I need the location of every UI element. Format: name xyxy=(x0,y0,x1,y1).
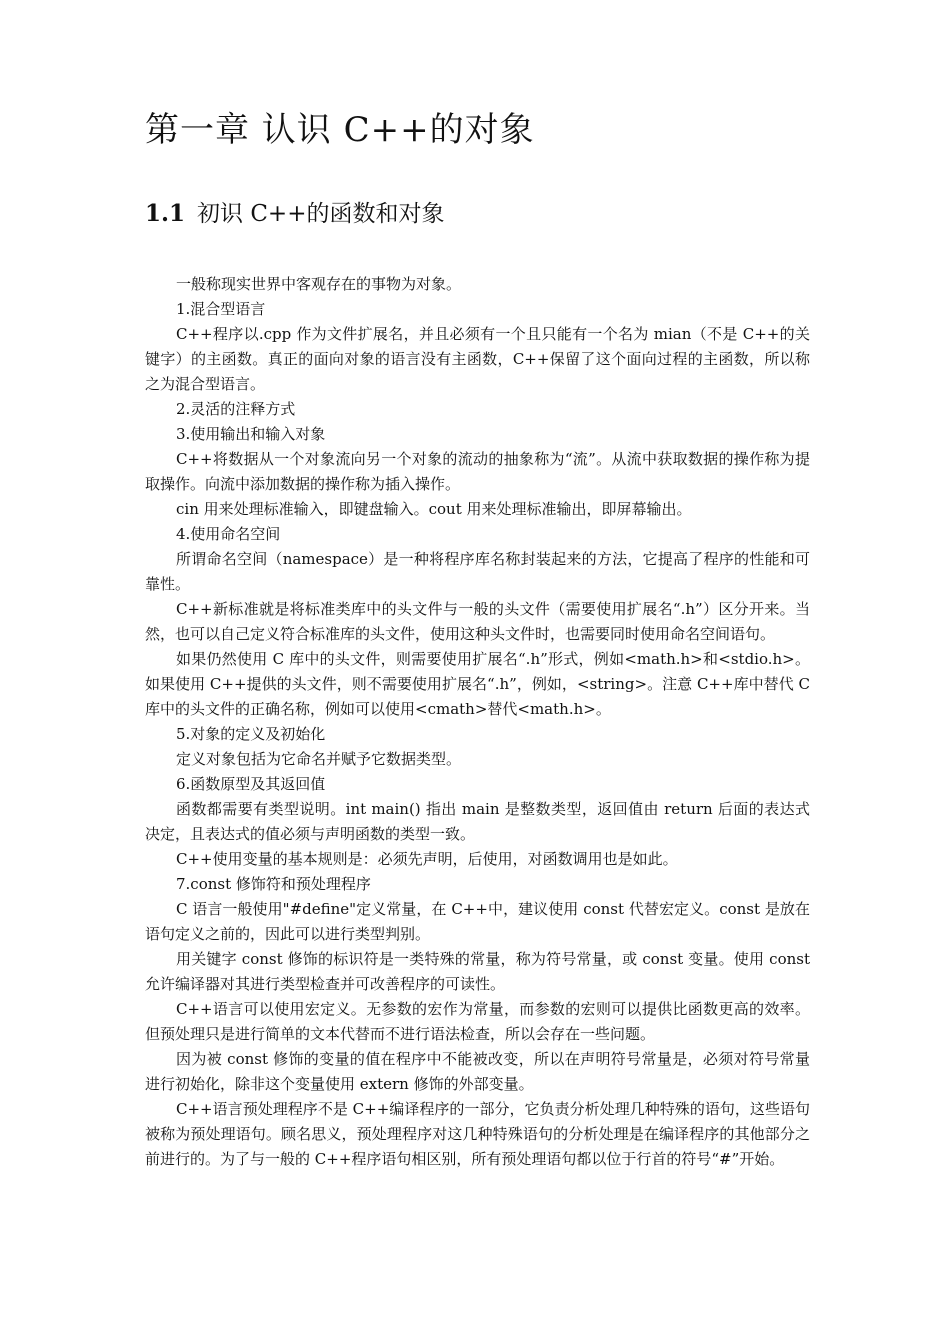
subsection-heading: 6.函数原型及其返回值 xyxy=(176,775,326,793)
page-content xyxy=(145,108,810,1172)
body-paragraph: C++使用变量的基本规则是：必须先声明，后使用，对函数调用也是如此。 xyxy=(176,850,678,868)
body-paragraph: 所谓命名空间（namespace）是一种将程序库名称封装起来的方法，它提高了程序的性能和可靠性。 xyxy=(145,550,810,593)
subsection-heading: 4.使用命名空间 xyxy=(176,525,281,543)
section-heading xyxy=(145,198,810,230)
body-paragraph: C++语言可以使用宏定义。无参数的宏作为常量，而参数的宏则可以提供比函数更高的效率。但预处理只是进行简单的文本代替而不进行语法检查，所以会存在一些问题。 xyxy=(145,1000,810,1043)
body-paragraph: 一般称现实世界中客观存在的事物为对象。 xyxy=(176,275,462,293)
body-paragraph: 用关键字 const 修饰的标识符是一类特殊的常量，称为符号常量，或 const 变量。使用 const 允许编译器对其进行类型检查并可改善程序的可读性。 xyxy=(145,950,810,993)
body-paragraph: 定义对象包括为它命名并赋予它数据类型。 xyxy=(176,750,462,768)
body-paragraph: C++新标准就是将标准类库中的头文件与一般的头文件（需要使用扩展名“.h”）区分开来。当然，也可以自己定义符合标准库的头文件，使用这种头文件时，也需要同时使用命名空间语句。 xyxy=(145,600,810,643)
body-paragraph: 如果仍然使用 C 库中的头文件，则需要使用扩展名“.h”形式，例如<math.h>和<stdio.h>。如果使用 C++提供的头文件，则不需要使用扩展名“.h”，例如，<string>。注意 C++库中替代 C 库中的头文件的正确名称，例如可以使用<cmath>替代<math.h>。 xyxy=(145,650,810,718)
section-number: 1.1 xyxy=(145,200,186,227)
subsection-heading: 1.混合型语言 xyxy=(176,300,266,318)
chapter-title: 第一章 认识 C++的对象 xyxy=(145,110,535,150)
body-paragraph: C++程序以.cpp 作为文件扩展名，并且必须有一个且只能有一个名为 mian（不是 C++的关键字）的主函数。真正的面向对象的语言没有主函数，C++保留了这个面向过程的主函数，所以称之为混合型语言。 xyxy=(145,325,810,393)
subsection-heading: 5.对象的定义及初始化 xyxy=(176,725,326,743)
body-paragraph: 因为被 const 修饰的变量的值在程序中不能被改变，所以在声明符号常量是，必须对符号常量进行初始化，除非这个变量使用 extern 修饰的外部变量。 xyxy=(145,1050,810,1093)
body-paragraph: cin 用来处理标准输入，即键盘输入。cout 用来处理标准输出，即屏幕输出。 xyxy=(176,500,692,518)
body-paragraph: 函数都需要有类型说明。int main() 指出 main 是整数类型，返回值由 return 后面的表达式决定，且表达式的值必须与声明函数的类型一致。 xyxy=(145,800,810,843)
document-body xyxy=(145,272,810,1172)
body-paragraph: C 语言一般使用"#define"定义常量，在 C++中，建议使用 const 代替宏定义。const 是放在语句定义之前的，因此可以进行类型判别。 xyxy=(145,900,810,943)
subsection-heading: 7.const 修饰符和预处理程序 xyxy=(176,875,371,893)
subsection-heading: 2.灵活的注释方式 xyxy=(176,400,296,418)
subsection-heading: 3.使用输出和输入对象 xyxy=(176,425,326,443)
section-title: 初识 C++的函数和对象 xyxy=(197,201,445,227)
body-paragraph: C++语言预处理程序不是 C++编译程序的一部分，它负责分析处理几种特殊的语句，这些语句被称为预处理语句。顾名思义，预处理程序对这几种特殊语句的分析处理是在编译程序的其他部分之前进行的。为了与一般的 C++程序语句相区别，所有预处理语句都以位于行首的符号“#”开始。 xyxy=(145,1100,810,1168)
body-paragraph: C++将数据从一个对象流向另一个对象的流动的抽象称为“流”。从流中获取数据的操作称为提取操作。向流中添加数据的操作称为插入操作。 xyxy=(145,450,810,493)
